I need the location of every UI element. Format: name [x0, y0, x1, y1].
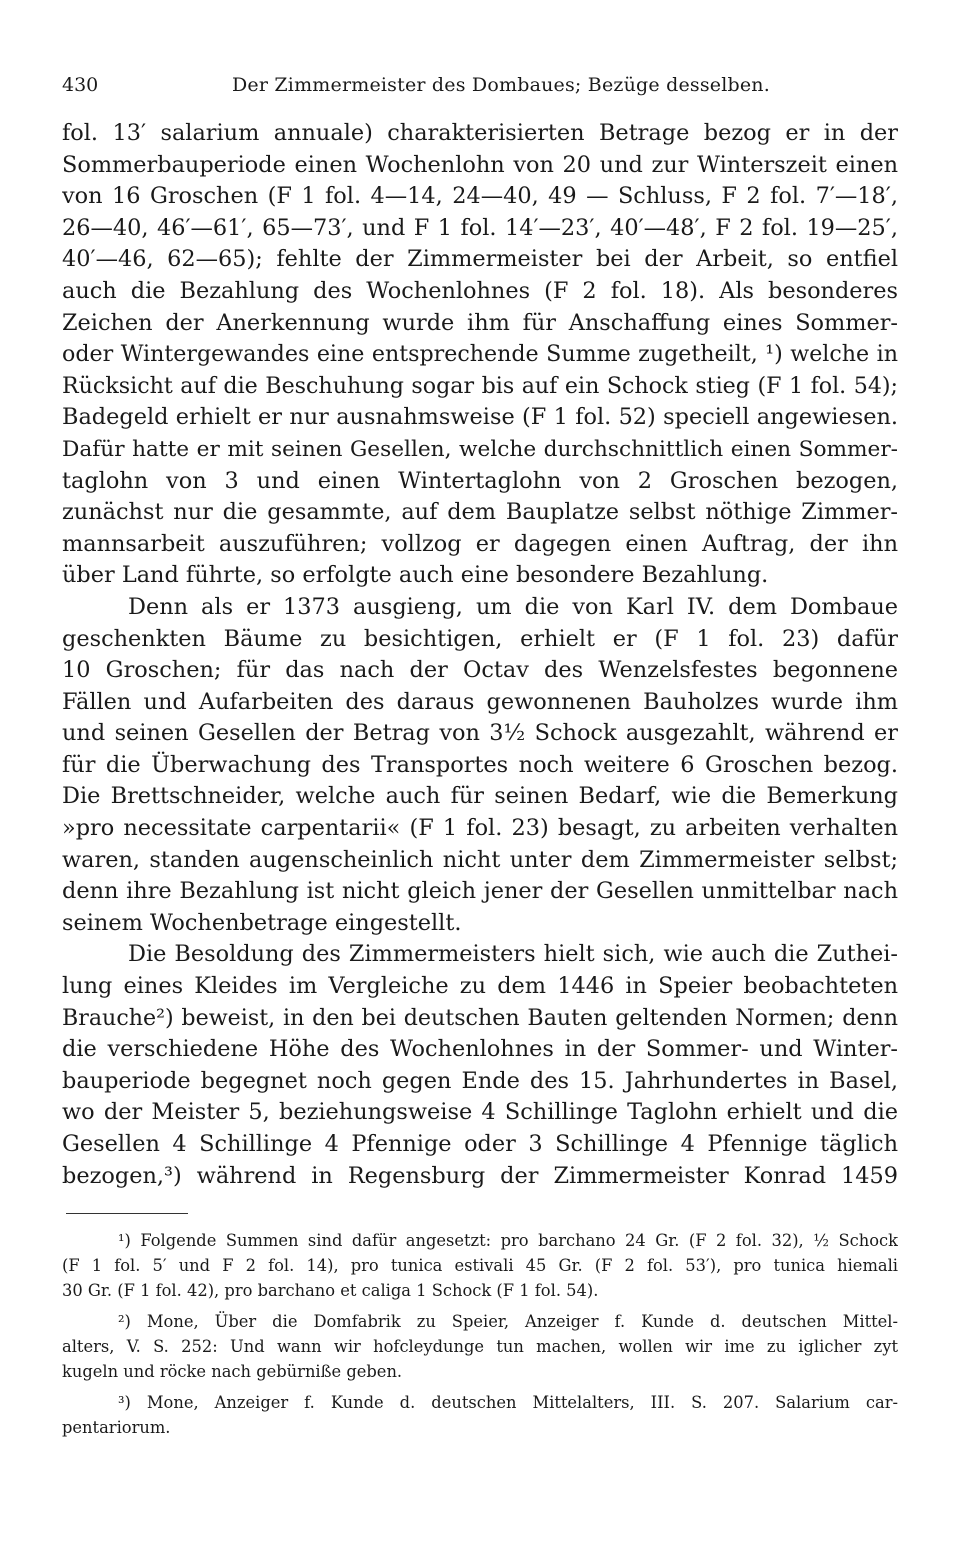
footnote-1: [62, 1228, 898, 1303]
text-line: Zeichen der Anerkennung wurde ihm für Anschaffung eines Sommer-: [62, 309, 898, 336]
text-line: Brauche²) beweist, in den bei deutschen Bauten geltenden Normen; denn: [62, 1004, 898, 1031]
text-line: Fällen und Aufarbeiten des daraus gewonnenen Bauholzes wurde ihm: [62, 688, 898, 715]
text-line: bezogen,³) während in Regensburg der Zimmermeister Konrad 1459: [62, 1162, 898, 1189]
paragraph-2: [62, 592, 898, 940]
text-line: Gesellen 4 Schillinge 4 Pfennige oder 3 Schillinge 4 Pfennige täglich: [62, 1131, 898, 1157]
text-line: seinem Wochenbetrage eingestellt.: [62, 909, 462, 936]
footnote-line: alters, V. S. 252: Und wann wir hofcleydunge tun machen, wollen wir ime zu iglicher zyt: [62, 1337, 898, 1356]
text-line: auch die Bezahlung des Wochenlohnes (F 2 fol. 18). Als besonderes: [62, 277, 898, 304]
text-line: fol. 13′ salarium annuale) charakterisierten Betrage bezog er in der: [62, 120, 898, 146]
paragraph-3: [62, 939, 898, 1192]
footnote-line: 30 Gr. (F 1 fol. 42), pro barchano et caliga 1 Schock (F 1 fol. 54).: [62, 1281, 599, 1300]
body-text: [62, 118, 898, 1192]
text-line: Die Besoldung des Zimmermeisters hielt sich, wie auch die Zuthei-: [128, 941, 898, 968]
text-line: über Land führte, so erfolgte auch eine besondere Bezahlung.: [62, 562, 769, 589]
text-line: Badegeld erhielt er nur ausnahmsweise (F 1 fol. 52) speciell angewiesen.: [62, 404, 898, 431]
text-line: lung eines Kleides im Vergleiche zu dem 1446 in Speier beobachteten: [62, 973, 898, 1000]
page-number: 430: [62, 74, 99, 96]
text-line: 10 Groschen; für das nach der Octav des Wenzelsfestes begonnene: [62, 657, 898, 684]
text-line: 26—40, 46′—61′, 65—73′, und F 1 fol. 14′—23′, 40′—48′, F 2 fol. 19—25′,: [62, 214, 898, 241]
footnote-line: (F 1 fol. 5′ und F 2 fol. 14), pro tunica estivali 45 Gr. (F 2 fol. 53′), pro tunica hiemali: [62, 1256, 898, 1275]
text-line: Dafür hatte er mit seinen Gesellen, welche durchschnittlich einen Sommer-: [62, 436, 898, 462]
footnote-line: kugeln und röcke nach gebürniße geben.: [62, 1362, 403, 1381]
footnote-divider: [66, 1213, 188, 1214]
running-title: Der Zimmermeister des Dombaues; Bezüge desselben.: [232, 74, 770, 96]
footnote-2: [62, 1309, 898, 1384]
text-line: wo der Meister 5, beziehungsweise 4 Schillinge Taglohn erhielt und die: [62, 1099, 898, 1126]
text-line: bauperiode begegnet noch gegen Ende des 15. Jahrhundertes in Basel,: [62, 1067, 898, 1094]
page-header: [62, 74, 898, 104]
text-line: taglohn von 3 und einen Wintertaglohn von 2 Groschen bezogen,: [62, 467, 898, 494]
text-line: für die Überwachung des Transportes noch weitere 6 Groschen bezog.: [62, 751, 898, 778]
text-line: »pro necessitate carpentarii« (F 1 fol. 23) besagt, zu arbeiten verhalten: [62, 815, 898, 842]
footnote-line: ¹) Folgende Summen sind dafür angesetzt: pro barchano 24 Gr. (F 2 fol. 32), ½ Schock: [118, 1231, 898, 1250]
text-line: Sommerbauperiode einen Wochenlohn von 20 und zur Winterszeit einen: [62, 151, 898, 178]
text-line: mannsarbeit auszuführen; vollzog er dagegen einen Auftrag, der ihn: [62, 530, 898, 557]
text-line: oder Wintergewandes eine entsprechende Summe zugetheilt, ¹) welche in: [62, 341, 898, 368]
text-line: 40′—46, 62—65); fehlte der Zimmermeister bei der Arbeit, so entfiel: [62, 246, 898, 273]
text-line: Rücksicht auf die Beschuhung sogar bis auf ein Schock stieg (F 1 fol. 54);: [62, 372, 898, 399]
text-line: denn ihre Bezahlung ist nicht gleich jener der Gesellen unmittelbar nach: [62, 878, 898, 905]
text-line: Denn als er 1373 ausgieng, um die von Karl IV. dem Dombaue: [128, 593, 898, 620]
text-line: Die Brettschneider, welche auch für seinen Bedarf, wie die Bemerkung: [62, 783, 898, 810]
paragraph-1: [62, 118, 898, 592]
text-line: die verschiedene Höhe des Wochenlohnes in der Sommer- und Winter-: [62, 1036, 898, 1063]
text-line: geschenkten Bäume zu besichtigen, erhielt er (F 1 fol. 23) dafür: [62, 625, 898, 652]
footnotes: [62, 1228, 898, 1440]
footnote-line: ³) Mone, Anzeiger f. Kunde d. deutschen Mittelalters, III. S. 207. Salarium car-: [118, 1393, 898, 1412]
footnote-line: ²) Mone, Über die Domfabrik zu Speier, Anzeiger f. Kunde d. deutschen Mittel-: [118, 1312, 898, 1331]
text-line: von 16 Groschen (F 1 fol. 4—14, 24—40, 49 — Schluss, F 2 fol. 7′—18′,: [62, 183, 898, 210]
footnote-line: pentariorum.: [62, 1418, 171, 1437]
footnote-3: [62, 1390, 898, 1440]
text-line: zunächst nur die gesammte, auf dem Bauplatze selbst nöthige Zimmer-: [62, 499, 898, 526]
text-line: und seinen Gesellen der Betrag von 3½ Schock ausgezahlt, während er: [62, 720, 898, 747]
text-line: waren, standen augenscheinlich nicht unter dem Zimmermeister selbst;: [62, 846, 898, 873]
